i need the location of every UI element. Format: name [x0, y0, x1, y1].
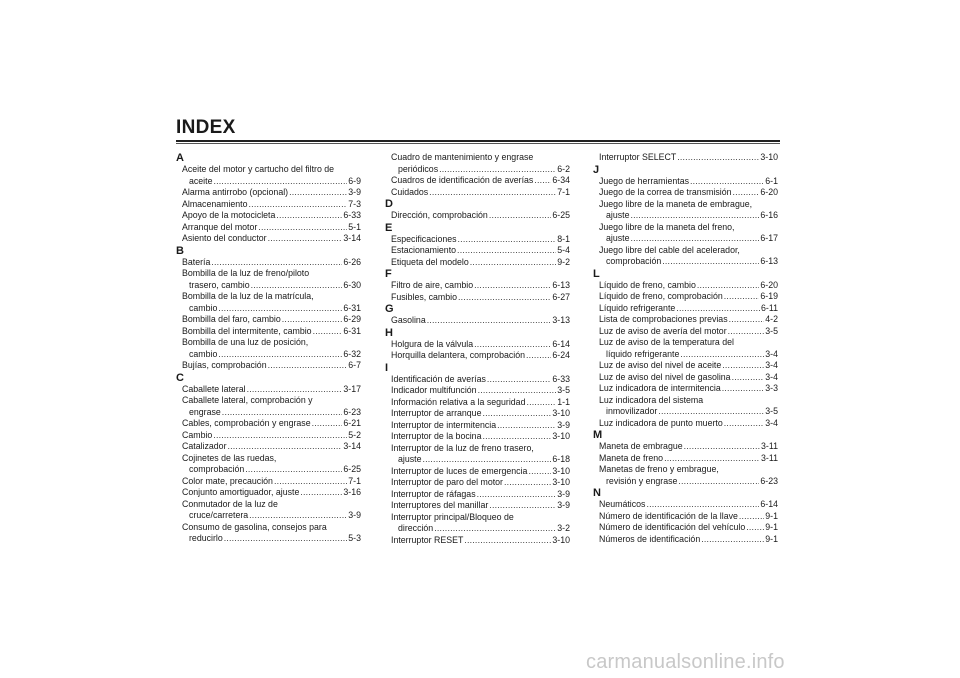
entry-text: Luz indicadora de intermitencia — [599, 383, 721, 393]
page-ref: 3-9 — [557, 488, 570, 499]
index-entry — [385, 152, 570, 175]
page-ref: 3-11 — [761, 441, 778, 451]
page-ref: 5-4 — [557, 245, 570, 255]
index-entry — [176, 314, 361, 326]
entry-text: Interruptor de la luz de freno trasero, — [391, 442, 534, 453]
page-ref: 3-17 — [343, 383, 361, 394]
index-entry — [593, 534, 778, 546]
index-entry — [176, 164, 361, 187]
index-entry — [176, 522, 361, 545]
entry-text: Cojinetes de las ruedas, — [182, 452, 277, 463]
index-entry — [176, 418, 361, 430]
index-entry — [385, 245, 570, 257]
page-ref: 7-1 — [557, 186, 570, 197]
entry-text: Número de identificación del vehículo — [599, 522, 746, 532]
entry-text: Cuadros de identificación de averías — [391, 175, 534, 185]
index-entry — [176, 291, 361, 314]
entry-text: cruce/carretera — [189, 510, 249, 520]
entry-text: Catalizador — [182, 441, 227, 451]
entry-text: Líquido de freno, comprobación — [599, 291, 723, 301]
index-entry — [176, 430, 361, 442]
page-ref: 6-25 — [343, 464, 361, 474]
entry-text: Luz indicadora de punto muerto — [599, 417, 723, 428]
page-ref: 5-1 — [348, 221, 361, 232]
entry-text: Almacenamiento — [182, 198, 248, 209]
page-ref: 9-1 — [765, 533, 778, 544]
index-entry — [385, 315, 570, 327]
section-letter-c: C — [176, 371, 184, 384]
index-entry — [385, 397, 570, 409]
index-entry — [385, 339, 570, 351]
page-ref: 3-4 — [765, 371, 778, 382]
entry-text: Alarma antirrobo (opcional) — [182, 187, 289, 197]
page-ref: 9-1 — [765, 510, 778, 521]
title-rule — [176, 140, 780, 142]
entry-text: Batería — [182, 256, 211, 267]
index-entry — [593, 372, 778, 384]
entry-text: Fusibles, cambio — [391, 291, 458, 302]
page-ref: 7-1 — [348, 475, 361, 486]
index-entry — [385, 175, 570, 187]
index-entry — [385, 443, 570, 466]
page-ref: 3-5 — [765, 325, 778, 336]
entry-text: Interruptores del manillar — [391, 500, 489, 510]
index-entry — [176, 233, 361, 245]
entry-text: Gasolina — [391, 315, 426, 325]
index-entry — [593, 383, 778, 395]
page-ref: 3-9 — [348, 187, 361, 197]
entry-text: engrase — [189, 406, 221, 417]
index-entry — [176, 199, 361, 211]
index-entry — [176, 187, 361, 199]
page-ref: 6-33 — [343, 210, 361, 220]
page-ref: 3-2 — [557, 523, 570, 533]
entry-text: Interruptor principal/Bloqueo de — [391, 511, 514, 522]
entry-text: cambio — [189, 348, 218, 359]
page-ref: 6-19 — [760, 291, 778, 301]
index-entry — [385, 500, 570, 512]
page-ref: 7-3 — [348, 198, 361, 209]
section-letter-m: M — [593, 429, 603, 441]
index-entry — [593, 522, 778, 534]
index-entry — [593, 280, 778, 292]
page-ref: 3-10 — [552, 408, 570, 418]
page-ref: 8-1 — [557, 233, 570, 244]
entry-text: Cambio — [182, 429, 213, 440]
page-ref: 6-23 — [343, 406, 361, 417]
entry-text: líquido refrigerante — [606, 348, 680, 359]
page-ref: 4-2 — [765, 314, 778, 324]
page-ref: 3-5 — [765, 406, 778, 416]
index-entry — [593, 441, 778, 453]
index-entry — [385, 420, 570, 432]
index-column-2 — [385, 152, 570, 546]
index-entry — [593, 360, 778, 372]
section-letter-n: N — [593, 487, 601, 499]
section-letter-e: E — [385, 221, 393, 234]
entry-text: Líquido de freno, cambio — [599, 279, 696, 290]
entry-text: Bombilla del intermitente, cambio — [182, 325, 312, 336]
page-ref: 6-13 — [552, 280, 570, 290]
page-ref: 3-10 — [552, 465, 570, 476]
page-ref: 3-4 — [765, 360, 778, 370]
entry-text: Juego libre de la maneta del freno, — [599, 221, 735, 232]
entry-text: Juego libre de la maneta de embrague, — [599, 198, 753, 209]
index-entry — [176, 476, 361, 488]
entry-text: Número de identificación de la llave — [599, 510, 738, 521]
entry-text: Horquilla delantera, comprobación — [391, 350, 525, 360]
page-ref: 3-9 — [557, 500, 570, 510]
page-ref: 6-14 — [552, 338, 570, 349]
entry-text: Conjunto amortiguador, ajuste — [182, 487, 300, 497]
page-ref: 6-1 — [765, 175, 778, 186]
entry-text: comprobación — [606, 256, 662, 266]
page-ref: 6-11 — [761, 302, 778, 313]
page-ref: 3-13 — [552, 315, 570, 325]
entry-text: Etiqueta del modelo — [391, 256, 469, 267]
entry-text: aceite — [189, 175, 213, 186]
index-entry — [176, 441, 361, 453]
page-ref: 6-25 — [552, 210, 570, 220]
index-entry — [385, 187, 570, 199]
index-entry — [593, 418, 778, 430]
index-entry — [593, 222, 778, 245]
entry-text: Caballete lateral — [182, 383, 246, 394]
entry-text: Indicador multifunción — [391, 385, 477, 395]
entry-text: Holgura de la válvula — [391, 338, 474, 349]
entry-text: Interruptor de intermitencia — [391, 419, 497, 430]
entry-text: Apoyo de la motocicleta — [182, 210, 276, 220]
entry-text: Filtro de aire, cambio — [391, 280, 474, 290]
index-column-3 — [593, 152, 778, 545]
page-ref: 6-30 — [343, 279, 361, 290]
index-entry — [385, 489, 570, 501]
entry-text: Cables, comprobación y engrase — [182, 418, 311, 428]
index-entry — [385, 535, 570, 547]
entry-text: Maneta de embrague — [599, 441, 683, 451]
entry-text: Aceite del motor y cartucho del filtro de — [182, 164, 335, 174]
entry-text: Juego de herramientas — [599, 175, 689, 186]
index-entry — [593, 499, 778, 511]
page-ref: 9-1 — [765, 522, 778, 532]
entry-text: Bujías, comprobación — [182, 360, 267, 370]
index-entry — [176, 257, 361, 269]
entry-text: Interruptor SELECT — [599, 152, 677, 162]
page-title: INDEX — [176, 117, 236, 138]
section-letter-d: D — [385, 198, 393, 210]
entry-text: Caballete lateral, comprobación y — [182, 395, 313, 405]
index-entry — [385, 466, 570, 478]
entry-text: Líquido refrigerante — [599, 302, 676, 313]
page-ref: 5-3 — [348, 533, 361, 543]
section-letter-b: B — [176, 244, 184, 257]
index-entry — [176, 337, 361, 360]
page-ref: 6-27 — [552, 291, 570, 302]
page-ref: 3-14 — [343, 441, 361, 451]
page-ref: 6-33 — [552, 373, 570, 384]
page-ref: 1-1 — [557, 396, 570, 407]
entry-text: cambio — [189, 302, 218, 313]
page-ref: 6-31 — [343, 325, 361, 336]
index-entry — [385, 408, 570, 420]
page-ref: 6-34 — [552, 175, 570, 185]
entry-text: Interruptor de arranque — [391, 408, 482, 418]
index-entry — [176, 268, 361, 291]
entry-text: Bombilla de la luz de freno/piloto — [182, 268, 310, 278]
page-ref: 6-16 — [760, 210, 778, 220]
page-ref: 3-10 — [552, 534, 570, 545]
entry-text: Números de identificación — [599, 533, 701, 544]
entry-text: Dirección, comprobación — [391, 210, 488, 220]
page-ref: 3-10 — [552, 431, 570, 441]
page-ref: 6-21 — [343, 418, 361, 428]
entry-text: reducirlo — [189, 533, 223, 543]
entry-text: Información relativa a la seguridad — [391, 396, 526, 407]
index-entry — [385, 280, 570, 292]
entry-text: Cuadro de mantenimiento y engrase — [391, 152, 534, 162]
entry-text: ajuste — [398, 454, 422, 464]
page-ref: 6-32 — [343, 348, 361, 359]
entry-text: Interruptor RESET — [391, 534, 464, 545]
index-entry — [176, 222, 361, 234]
index-entry — [176, 395, 361, 418]
index-entry — [593, 337, 778, 360]
entry-text: Interruptor de luces de emergencia — [391, 465, 528, 476]
entry-text: Neumáticos — [599, 499, 646, 509]
page-ref: 6-24 — [552, 350, 570, 360]
index-entry — [176, 360, 361, 372]
index-entry — [593, 187, 778, 199]
entry-text: Juego libre del cable del acelerador, — [599, 244, 740, 255]
entry-text: Bombilla del faro, cambio — [182, 314, 281, 324]
entry-text: Luz de aviso de la temperatura del — [599, 337, 734, 347]
index-entry — [593, 303, 778, 315]
title-rule-thin — [176, 143, 780, 144]
section-letter-j: J — [593, 163, 600, 176]
entry-text: Maneta de freno — [599, 452, 664, 463]
entry-text: Juego de la correa de transmisión — [599, 187, 732, 197]
entry-text: Luz de aviso del nivel de gasolina — [599, 371, 731, 382]
page-ref: 6-17 — [760, 233, 778, 243]
index-entry — [385, 374, 570, 386]
page-ref: 3-10 — [552, 477, 570, 487]
page-ref: 3-4 — [765, 417, 778, 428]
index-entry — [176, 453, 361, 476]
page-ref: 3-3 — [765, 383, 778, 393]
page-ref: 6-18 — [552, 454, 570, 464]
index-entry — [593, 511, 778, 523]
entry-text: Luz de aviso de avería del motor — [599, 325, 727, 336]
entry-text: Bombilla de la luz de la matrícula, — [182, 291, 314, 301]
index-entry — [593, 464, 778, 487]
entry-text: comprobación — [189, 464, 245, 474]
index-entry — [385, 512, 570, 535]
page-ref: 6-23 — [760, 475, 778, 486]
page-ref: 6-9 — [348, 175, 361, 186]
section-letter-l: L — [593, 267, 600, 280]
entry-text: Luz indicadora del sistema — [599, 394, 704, 405]
entry-text: Conmutador de la luz de — [182, 498, 278, 509]
page-ref: 5-2 — [348, 429, 361, 440]
page-ref: 6-29 — [343, 314, 361, 324]
index-entry — [176, 384, 361, 396]
entry-text: Arranque del motor — [182, 221, 258, 232]
index-entry — [593, 314, 778, 326]
index-entry — [385, 477, 570, 489]
index-entry — [176, 210, 361, 222]
index-entry — [593, 176, 778, 188]
page-ref: 6-20 — [760, 279, 778, 290]
entry-text: Interruptor de ráfagas — [391, 488, 476, 499]
section-letter-i: I — [385, 361, 389, 374]
entry-text: Interruptor de la bocina — [391, 431, 482, 441]
entry-text: Identificación de averías — [391, 373, 486, 384]
page-ref: 3-11 — [761, 452, 778, 463]
page-ref: 6-31 — [343, 302, 361, 313]
index-entry — [176, 499, 361, 522]
index-entry — [385, 257, 570, 269]
page-ref: 3-10 — [760, 152, 778, 162]
page-ref: 6-26 — [343, 256, 361, 267]
index-entry — [176, 326, 361, 338]
entry-text: Asiento del conductor — [182, 233, 267, 243]
entry-text: Especificaciones — [391, 233, 457, 244]
entry-text: Consumo de gasolina, consejos para — [182, 521, 327, 532]
index-entry — [385, 210, 570, 222]
index-entry — [385, 292, 570, 304]
entry-text: ajuste — [606, 233, 630, 243]
index-entry — [593, 395, 778, 418]
page-ref: 6-13 — [760, 256, 778, 266]
entry-text: Lista de comprobaciones previas — [599, 314, 728, 324]
page-ref: 3-9 — [348, 510, 361, 520]
page-ref: 6-14 — [760, 499, 778, 509]
entry-text: Bombilla de una luz de posición, — [182, 337, 309, 347]
index-entry — [593, 326, 778, 338]
entry-text: periódicos — [398, 163, 439, 174]
page-ref: 3-5 — [557, 385, 570, 395]
entry-text: dirección — [398, 523, 434, 533]
entry-text: revisión y engrase — [606, 475, 678, 486]
entry-text: Color mate, precaución — [182, 475, 273, 486]
entry-text: Cuidados — [391, 186, 429, 197]
index-entry — [385, 385, 570, 397]
page-ref: 6-7 — [348, 360, 361, 370]
section-letter-a: A — [176, 152, 184, 164]
index-entry — [385, 431, 570, 443]
index-entry — [385, 234, 570, 246]
page-ref: 3-14 — [343, 233, 361, 243]
section-letter-g: G — [385, 303, 394, 315]
entry-text: Interruptor de paro del motor — [391, 477, 503, 487]
entry-text: Manetas de freno y embrague, — [599, 464, 719, 474]
page-ref: 3-16 — [343, 487, 361, 497]
entry-text: Luz de aviso del nivel de aceite — [599, 360, 722, 370]
entry-text: trasero, cambio — [189, 279, 250, 290]
index-entry — [593, 291, 778, 303]
index-entry — [593, 199, 778, 222]
index-column-1 — [176, 152, 361, 545]
entry-text: ajuste — [606, 210, 630, 220]
section-letter-f: F — [385, 268, 392, 280]
index-entry — [385, 350, 570, 362]
index-entry — [593, 152, 778, 164]
page-ref: 6-2 — [557, 163, 570, 174]
entry-text: inmovilizador — [606, 406, 658, 416]
index-entry — [593, 453, 778, 465]
page-ref: 3-9 — [557, 419, 570, 430]
page-ref: 9-2 — [557, 256, 570, 267]
entry-text: Estacionamiento — [391, 245, 457, 255]
watermark-link[interactable]: carmanualsonline.info — [586, 651, 785, 673]
section-letter-h: H — [385, 326, 393, 339]
page-ref: 3-4 — [765, 348, 778, 359]
index-entry — [176, 487, 361, 499]
index-entry — [593, 245, 778, 268]
page-ref: 6-20 — [760, 187, 778, 197]
